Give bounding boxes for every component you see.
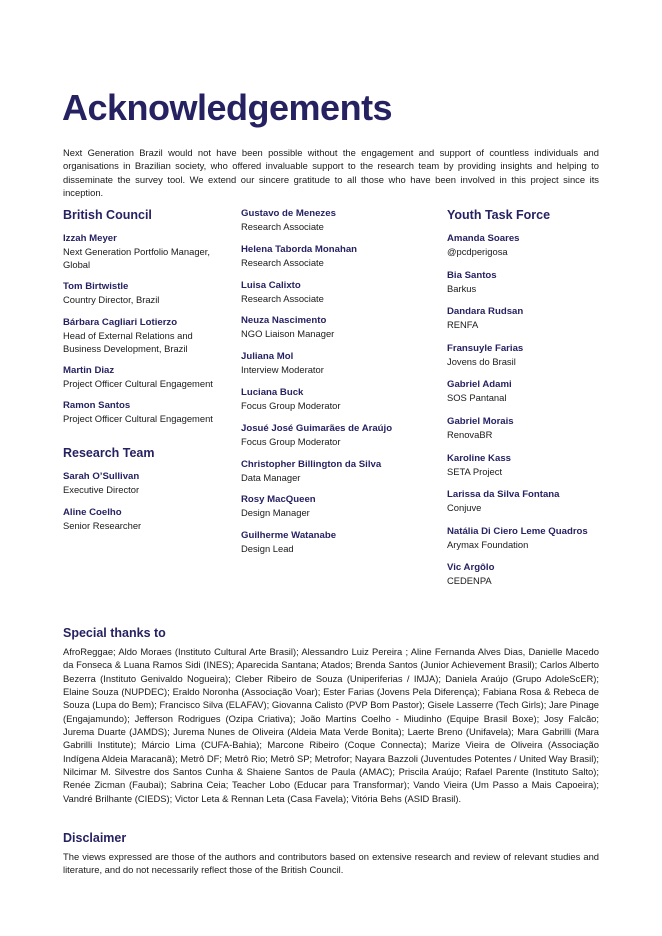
person-entry [447,305,647,331]
person-name: Rosy MacQueen [241,494,316,506]
column-research-team-continued [241,207,441,565]
person-role: Focus Group Moderator [241,435,341,447]
person-entry [447,452,647,478]
person-name: Karoline Kass [447,452,511,464]
person-entry [63,316,228,355]
person-role: Project Officer Cultural Engagement [63,413,213,425]
person-entry [241,386,441,412]
person-entry [447,342,647,368]
person-name: Fransuyle Farias [447,342,524,354]
person-name: Amanda Soares [447,233,520,244]
person-role: RENFA [447,319,479,331]
person-role: Head of External Relations and Business Development, Brazil [63,329,193,354]
person-entry [447,561,647,587]
person-role: Interview Moderator [241,364,324,376]
person-name: Bia Santos [447,269,497,281]
person-role: NGO Liaison Manager [241,328,335,340]
person-role: Data Manager [241,471,301,483]
person-entry [63,506,228,532]
section-heading-british-council: British Council [63,208,152,222]
person-role: SOS Pantanal [447,392,507,404]
person-name: Martin Diaz [63,365,115,377]
person-role: Conjuve [447,502,482,514]
person-name: Guilherme Watanabe [241,530,337,542]
person-entry [63,399,228,425]
person-entry [447,415,647,441]
person-name: Larissa da Silva Fontana [447,489,560,501]
person-name: Josué José Guimarães de Araújo [241,422,393,434]
column-youth-task-force [447,207,647,598]
person-name: Gabriel Morais [447,415,514,427]
person-entry [241,529,441,555]
person-name: Helena Taborda Monahan [241,243,358,255]
person-name: Christopher Billington da Silva [241,458,382,470]
person-entry [63,280,228,306]
person-entry [447,269,647,295]
person-name: Aline Coelho [63,506,122,518]
column-british-council [63,207,228,541]
special-thanks-text: AfroReggae; Aldo Moraes (Instituto Cultural Arte Brasil); Alessandro Luiz Pereira ; Aline Fernanda Alves Dias, Danielle Macedo da Fonseca & Luana Ramos Sidi (INES); Aparecida Santana; Atados; Brenda Santos (Junior Achievement Brasil); Carlos Alberto Bezerra (Instituto Genivaldo Nogueira); Cleber Ribeiro de Souza (Uniperiferias / IMJA); Daniela Araújo (Grupo AdoleScER); Elaine Souza (NUPDEC); Eraldo Noronha (Associação Voar); Ester Farias (Jovens Pela Diferença); Fabiana Rosa & Rebeca de Souza (Lupa do Bem); Francisco Silva (ELAFAV); Giovanna Calisto (PVP Bom Pastor); Gisele Lasserre (Tech Girls); Jare Pinage (Engajamundo); Jefferson Rodrigues (Ozipa Criativa); João Martins Coelho - Miudinho (Equipe Brasil Boxe); Josy Falcão; Jurema Duarte (JAMDS); Jurema Nunes de Oliveira (Aldeia Mata Verde Bonita); Laerte Breno (Unifavela); Mara Gabrilli (Mara Gabrilli Institute); Márcio Lima (CUFA-Bahia); Marcone Ribeiro (Coque Connecta); Marize Vieira de Oliveira (Associação Indígena Aldeia Maracanã); Metrô DF; Metrô Rio; Metrô SP; Metrofor; Nayara Bazzoli (Juventudes Potentes / United Way Brasil); Nilcimar M. Silvestre dos Santos Cunha & Shaiene Santos de Paula (AMAC); Priscila Araújo; Rafael Parente (Instituto Salto); Renée Zicman (Faubai); Sabrina Ceia; Teacher Lobo (Educar para Transformar); Vando Vieira (Um Passo a Mais Capoeira); Vandré Brilhante (CIEDS); Victor Leta & Rennan Leta (Casa Favela); Vitória Behs (ASID Brasil). [63,646,599,804]
person-role: Barkus [447,282,477,294]
person-name: Luciana Buck [241,386,304,398]
person-entry [63,232,228,271]
person-role: Design Manager [241,507,310,519]
person-entry [447,525,647,551]
person-name: Sarah O’Sullivan [63,471,140,483]
person-role: @pcdperigosa [447,246,508,257]
person-entry [241,207,441,233]
person-entry [447,232,647,258]
person-role: Arymax Foundation [447,538,529,550]
person-name: Gabriel Adami [447,379,512,391]
person-entry [241,422,441,448]
person-role: Senior Researcher [63,519,142,531]
person-name: Natália Di Ciero Leme Quadros [447,525,588,537]
page-title: Acknowledgements [62,87,393,128]
person-name: Neuza Nascimento [241,315,327,327]
person-entry [63,470,228,496]
person-name: Bárbara Cagliari Lotierzo [63,316,178,328]
person-name: Vic Argôlo [447,562,495,574]
person-role: Project Officer Cultural Engagement [63,378,213,390]
disclaimer-text: The views expressed are those of the authors and contributors based on extensive research and review of relevant studies and literature, and do not necessarily reflect those of the British Council. [63,851,599,876]
disclaimer-section [63,830,599,877]
section-heading-research-team: Research Team [63,446,155,461]
special-thanks-section [63,625,599,805]
section-heading-youth-task-force: Youth Task Force [447,208,551,222]
person-name: Tom Birtwistle [63,281,129,293]
person-role: Focus Group Moderator [241,399,341,411]
person-role: Country Director, Brazil [63,294,160,306]
person-role: Research Associate [241,292,324,304]
person-entry [241,458,441,484]
person-entry [447,488,647,514]
person-entry [241,243,441,269]
person-role: SETA Project [447,465,503,477]
person-name: Gustavo de Menezes [241,208,336,219]
person-name: Izzah Meyer [63,233,117,244]
person-entry [241,493,441,519]
person-entry [241,314,441,340]
section-heading-disclaimer: Disclaimer [63,831,127,845]
person-name: Dandara Rudsan [447,306,524,318]
person-name: Juliana Mol [241,351,294,363]
person-entry [241,279,441,305]
person-role: CEDENPA [447,575,492,587]
person-role: Jovens do Brasil [447,355,516,367]
person-name: Luisa Calixto [241,279,301,291]
person-role: Next Generation Portfolio Manager, Global [63,246,210,271]
person-role: Research Associate [241,256,324,268]
person-entry [241,350,441,376]
intro-paragraph: Next Generation Brazil would not have been possible without the engagement and support of countless individuals and organisations in Brazilian society, who offered invaluable support to the research team by providing insights and helping to disseminate the survey tool. We extend our sincere gratitude to all those who have been involved in this project since its inception. [63,147,599,198]
person-entry [63,364,228,390]
person-entry [447,378,647,404]
person-role: Research Associate [241,221,324,232]
section-heading-special-thanks: Special thanks to [63,626,166,640]
person-role: Design Lead [241,543,294,555]
person-role: Executive Director [63,484,140,496]
person-role: RenovaBR [447,428,493,440]
person-name: Ramon Santos [63,400,131,412]
